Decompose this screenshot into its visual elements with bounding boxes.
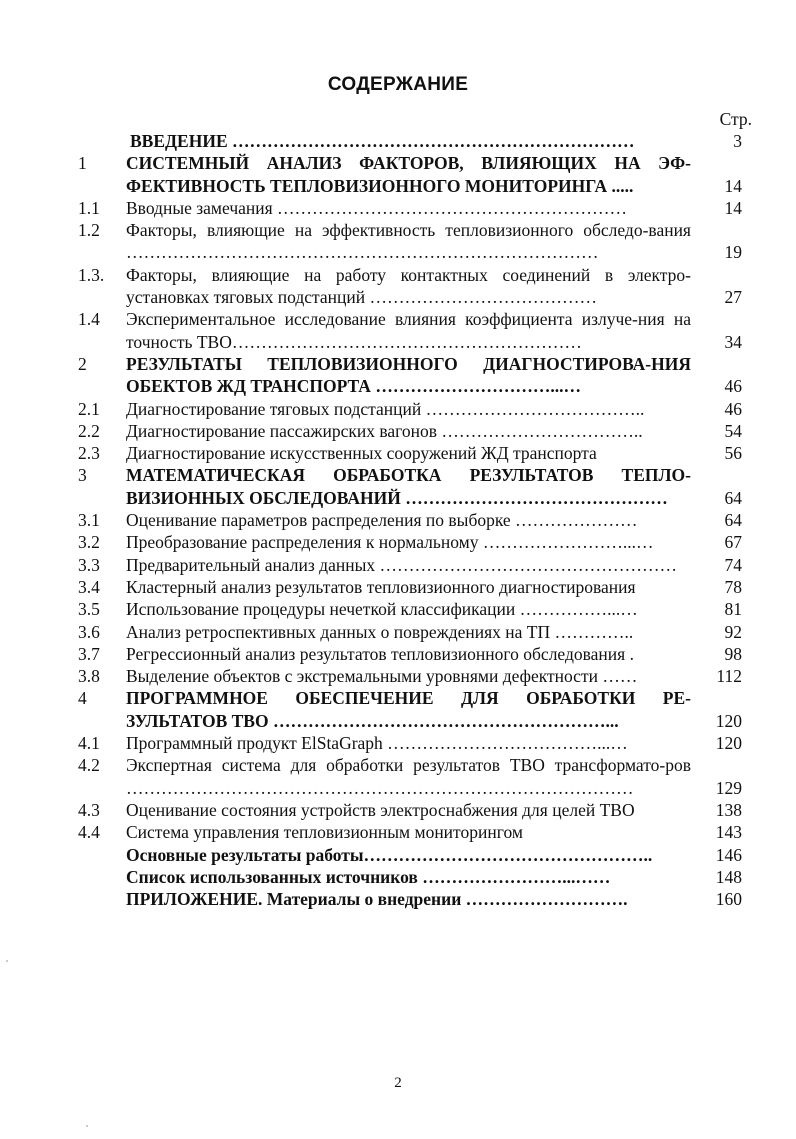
toc-entry-title: Вводные замечания ……………………………………………………: [126, 197, 628, 218]
scan-speck: [6, 960, 8, 962]
toc-entry-page: 120: [715, 733, 742, 754]
toc-entry: [0, 754, 796, 799]
toc-entry-number: 3.1: [78, 510, 100, 531]
toc-entry-page: 46: [724, 376, 742, 397]
toc-entry-title: Анализ ретроспективных данных о повреждениях на ТП …………..: [126, 621, 634, 642]
toc-entry-title: Факторы, влияющие на работу контактных соединений в электро-установках тяговых подстанций …………………………………: [126, 264, 691, 308]
toc-entry-number: 3.4: [78, 576, 100, 597]
toc-entry: [0, 643, 796, 665]
toc-entry-number: 4.4: [78, 822, 100, 843]
toc-entry-number: 3.5: [78, 599, 100, 620]
toc-entry: [0, 665, 796, 687]
toc-entry-number: 1.1: [78, 197, 100, 218]
toc-entry: [0, 130, 796, 152]
toc-entry-title: Оценивание параметров распределения по выборке …………………: [126, 510, 638, 531]
toc-entry: [0, 621, 796, 643]
toc-entry-page: 56: [724, 443, 742, 464]
toc-entry: [0, 219, 796, 264]
toc-entry: [0, 732, 796, 754]
page-title: СОДЕРЖАНИЕ: [327, 74, 469, 95]
toc-entry-title: Экспериментальное исследование влияния коэффициента излуче-ния на точность ТВО……………………………………………………: [126, 309, 691, 352]
toc-entry-title: Выделение объектов с экстремальными уровнями дефектности ……: [126, 666, 638, 687]
toc-entry: [0, 398, 796, 420]
toc-entry: [0, 844, 796, 866]
toc-entry-number: 4: [78, 688, 87, 709]
toc-entry-title: Диагностирование пассажирских вагонов ……………………………..: [126, 420, 643, 441]
toc-entry-title: Факторы, влияющие на эффективность тепловизионного обследо-вания ………………………………………………………………………: [126, 220, 691, 263]
toc-entry-title: Кластерный анализ результатов тепловизионного диагностирования: [126, 576, 636, 597]
toc-entry-title: Экспертная система для обработки результатов ТВО трансформато-ров ……………………………………………………………………………: [126, 755, 691, 798]
toc-entry-title: ПРОГРАММНОЕ ОБЕСПЕЧЕНИЕ ДЛЯ ОБРАБОТКИ РЕ-ЗУЛЬТАТОВ ТВО …………………………………………………...: [126, 688, 691, 731]
toc-entry-page: 81: [724, 599, 742, 620]
toc-entry-page: 129: [715, 777, 742, 798]
toc-entry-number: 3.8: [78, 666, 100, 687]
toc-entry-title: Программный продукт ElStaGraph ………………………………...…: [126, 733, 628, 754]
toc-entry-page: 14: [724, 197, 742, 218]
toc-entry: [0, 799, 796, 821]
toc-entry-title: Использование процедуры нечеткой классификации ……………...…: [126, 599, 638, 620]
toc-entry-title: Диагностирование тяговых подстанций ………………………………..: [126, 398, 645, 419]
page-column-label: Стр.: [719, 109, 752, 129]
toc-entry-number: 4.1: [78, 733, 100, 754]
page-number: 2: [394, 1075, 402, 1091]
toc-entry-title: ВВЕДЕНИЕ ……………………………………………………………: [130, 131, 635, 151]
toc-entry-number: 1.3.: [78, 264, 105, 285]
toc-entry-page: 146: [715, 844, 742, 865]
toc-entry-number: 3: [78, 465, 87, 486]
toc-entry: [0, 464, 796, 509]
scan-speck: [86, 1125, 88, 1127]
toc-entry-page: 92: [724, 621, 742, 642]
toc-entry: [0, 509, 796, 531]
toc-entry-number: 1.4: [78, 309, 100, 330]
toc-entry-page: 54: [724, 420, 742, 441]
toc-entry-number: 3.6: [78, 621, 100, 642]
toc-entry-number: 4.3: [78, 799, 100, 820]
toc-entry-title: Преобразование распределения к нормальному ……………………...…: [126, 532, 654, 553]
toc-entry-page: 78: [724, 576, 742, 597]
toc-entry-number: 3.2: [78, 532, 100, 553]
toc-entry-page: 27: [724, 287, 742, 308]
toc-entry-page: 19: [724, 242, 742, 263]
toc-entry-title: РЕЗУЛЬТАТЫ ТЕПЛОВИЗИОННОГО ДИАГНОСТИРОВА-НИЯ ОБЕКТОВ ЖД ТРАНСПОРТА …………………………...…: [126, 353, 691, 397]
toc-entry-page: 160: [715, 889, 742, 910]
toc-entry-number: 2: [78, 353, 87, 374]
toc-entry-title: Система управления тепловизионным мониторингом: [126, 822, 523, 843]
toc-entry-number: 4.2: [78, 755, 100, 776]
toc-entry-page: 143: [715, 822, 742, 843]
toc-entry-title: ПРИЛОЖЕНИЕ. Материалы о внедрении ……………………….: [126, 889, 628, 910]
toc-entry: [0, 576, 796, 598]
toc-entry: [0, 152, 796, 197]
toc-entry-page: 112: [716, 666, 742, 687]
toc-entry-number: 1.2: [78, 220, 100, 241]
toc-entry-title: Список использованных источников ……………………...……: [126, 866, 611, 887]
toc-entry-page: 34: [724, 331, 742, 352]
toc-entry-page: 120: [715, 710, 742, 731]
toc-entry: [0, 554, 796, 576]
toc-entry: [0, 442, 796, 464]
toc-entry-title: Регрессионный анализ результатов тепловизионного обследования .: [126, 643, 634, 664]
toc-entry: [0, 598, 796, 620]
toc-entry-title: СИСТЕМНЫЙ АНАЛИЗ ФАКТОРОВ, ВЛИЯЮЩИХ НА ЭФ-ФЕКТИВНОСТЬ ТЕПЛОВИЗИОННОГО МОНИТОРИНГА .....: [126, 153, 691, 196]
toc-entry: [0, 308, 796, 353]
toc-entry-page: 64: [724, 487, 742, 508]
toc-entry-number: 2.2: [78, 420, 100, 441]
toc-entry: [0, 531, 796, 553]
toc-entry-page: 14: [724, 175, 742, 196]
toc-entry: [0, 353, 796, 398]
toc-entry-page: 46: [724, 398, 742, 419]
toc-entry: [0, 687, 796, 732]
toc-entry-title: Основные результаты работы…………………………………………..: [126, 844, 653, 865]
toc-entry-number: 3.7: [78, 643, 100, 664]
toc-entry: [0, 197, 796, 219]
toc-entry-page: 64: [724, 510, 742, 531]
toc-entry-title: Предварительный анализ данных ……………………………………………: [126, 554, 677, 575]
toc-entry-number: 2.3: [78, 443, 100, 464]
toc-entry-title: Диагностирование искусственных сооружений ЖД транспорта: [126, 443, 597, 464]
toc-entry: [0, 821, 796, 843]
toc-entry-number: 3.3: [78, 554, 100, 575]
toc-entry-page: 98: [724, 643, 742, 664]
toc-entry: [0, 866, 796, 888]
toc-entry-page: 74: [724, 554, 742, 575]
toc-entry-number: 2.1: [78, 398, 100, 419]
toc-entry: [0, 888, 796, 910]
toc-entry: [0, 264, 796, 309]
toc-entry-title: МАТЕМАТИЧЕСКАЯ ОБРАБОТКА РЕЗУЛЬТАТОВ ТЕПЛО-ВИЗИОННЫХ ОБСЛЕДОВАНИЙ ………………………………………: [126, 465, 691, 508]
table-of-contents: [0, 130, 796, 910]
toc-entry: [0, 420, 796, 442]
toc-entry-title: Оценивание состояния устройств электроснабжения для целей ТВО: [126, 799, 635, 820]
toc-entry-page: 138: [715, 799, 742, 820]
toc-entry-page: 67: [724, 532, 742, 553]
toc-entry-number: 1: [78, 153, 87, 174]
toc-entry-page: 148: [715, 866, 742, 887]
toc-entry-page: 3: [733, 131, 742, 151]
